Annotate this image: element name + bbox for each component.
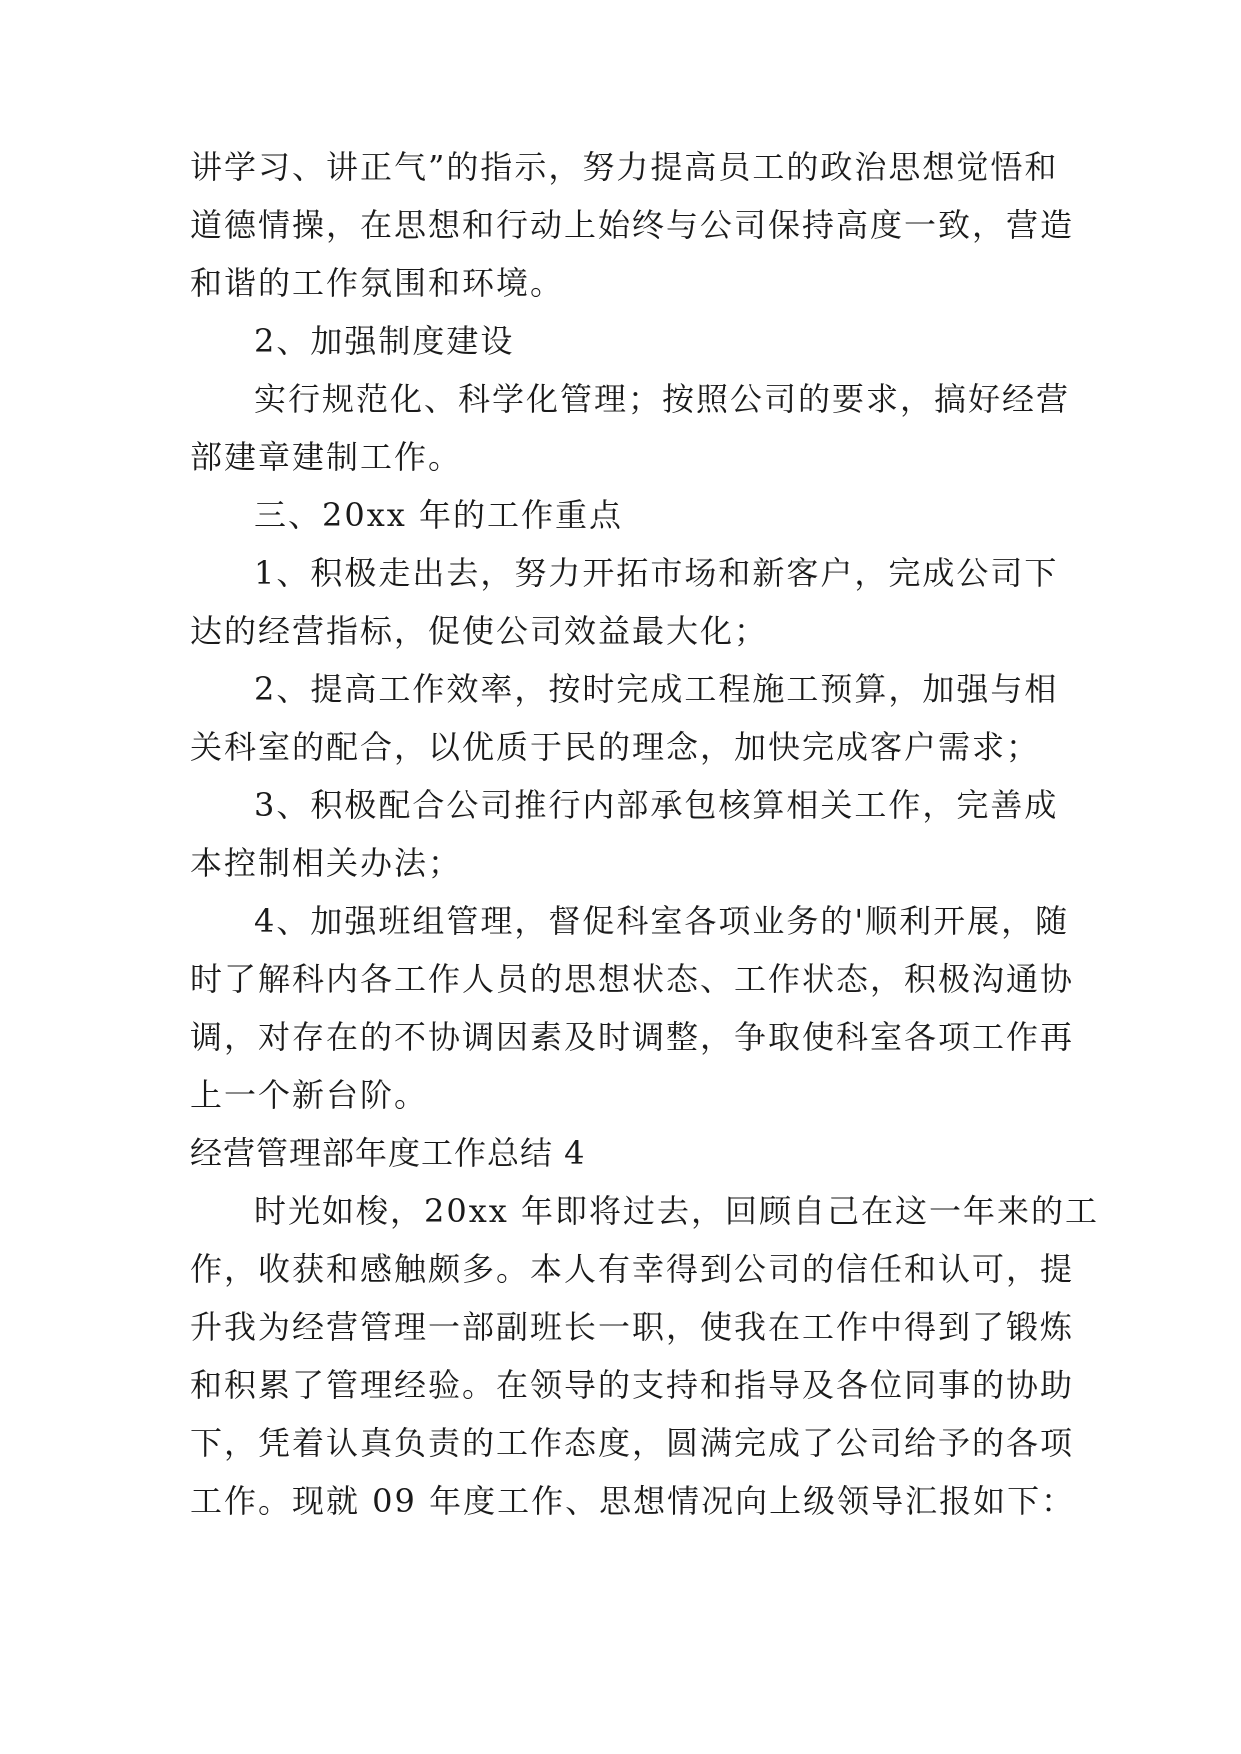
- text-line: 上一个新台阶。: [190, 1076, 429, 1114]
- text-line: 部建章建制工作。: [190, 438, 463, 476]
- text-line: 关科室的配合，以优质于民的理念，加快完成客户需求；: [190, 728, 1041, 766]
- text-line: 2、提高工作效率，按时完成工程施工预算，加强与相: [254, 670, 1059, 708]
- text-line: 本控制相关办法；: [190, 844, 463, 882]
- text-line: 时光如梭，20xx 年即将过去，回顾自己在这一年来的工: [254, 1192, 1099, 1230]
- text-line: 工作。现就 09 年度工作、思想情况向上级领导汇报如下：: [190, 1482, 1076, 1520]
- text-line: 道德情操，在思想和行动上始终与公司保持高度一致，营造: [190, 206, 1075, 244]
- text-line: 时了解科内各工作人员的思想状态、工作状态，积极沟通协: [190, 960, 1075, 998]
- text-line: 作，收获和感触颇多。本人有幸得到公司的信任和认可，提: [190, 1250, 1075, 1288]
- text-line: 讲学习、讲正气”的指示，努力提高员工的政治思想觉悟和: [190, 148, 1059, 186]
- text-line: 和积累了管理经验。在领导的支持和指导及各位同事的协助: [190, 1366, 1075, 1404]
- text-line: 3、积极配合公司推行内部承包核算相关工作，完善成: [254, 786, 1059, 824]
- text-line: 1、积极走出去，努力开拓市场和新客户，完成公司下: [254, 554, 1059, 592]
- text-line: 4、加强班组管理，督促科室各项业务的'顺利开展，随: [254, 902, 1070, 940]
- text-line: 下，凭着认真负责的工作态度，圆满完成了公司给予的各项: [190, 1424, 1075, 1462]
- text-line: 和谐的工作氛围和环境。: [190, 264, 565, 302]
- text-line: 升我为经营管理一部副班长一职，使我在工作中得到了锻炼: [190, 1308, 1075, 1346]
- section-heading: 三、20xx 年的工作重点: [254, 496, 623, 534]
- text-line: 调，对存在的不协调因素及时调整，争取使科室各项工作再: [190, 1018, 1075, 1056]
- document-title: 经营管理部年度工作总结 4: [190, 1134, 586, 1172]
- text-line: 实行规范化、科学化管理；按照公司的要求，搞好经营: [254, 380, 1071, 418]
- text-line: 达的经营指标，促使公司效益最大化；: [190, 612, 769, 650]
- section-heading: 2、加强制度建设: [254, 322, 515, 360]
